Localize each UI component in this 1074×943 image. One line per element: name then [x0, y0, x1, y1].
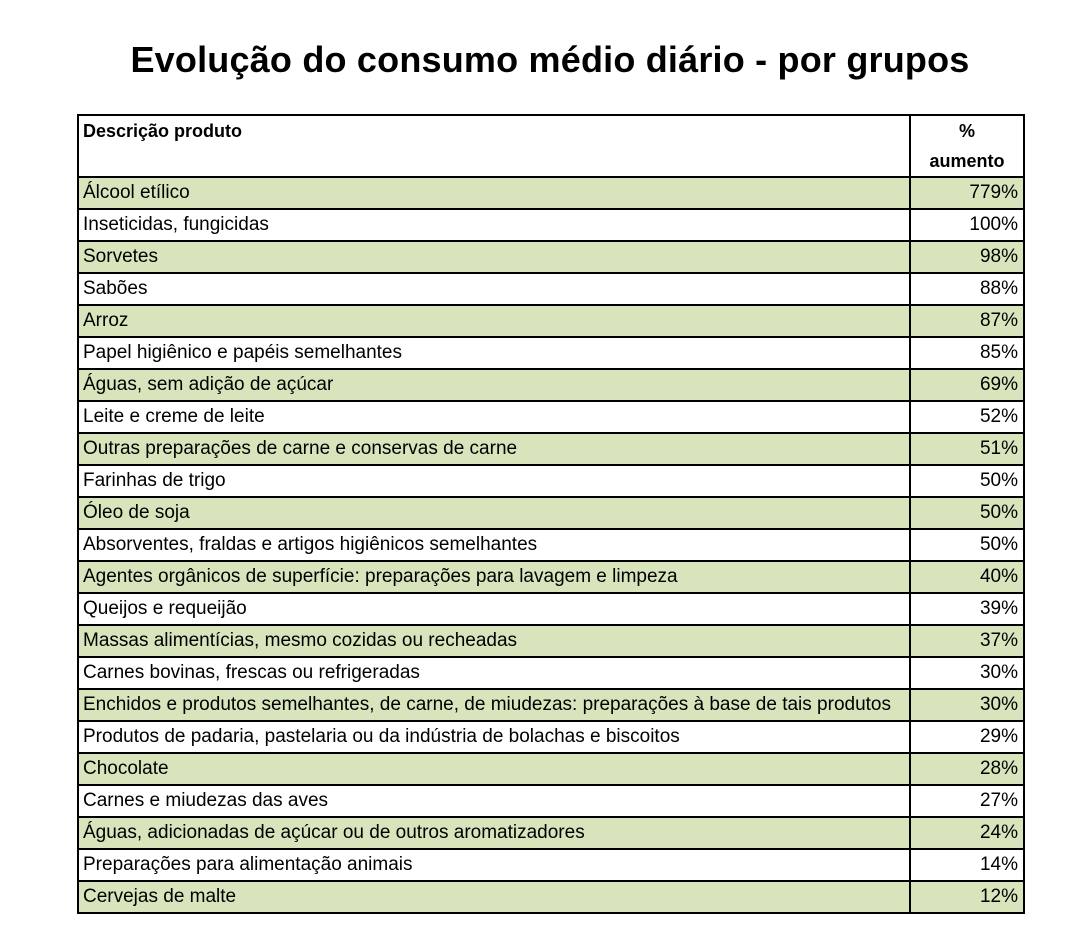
product-cell: Leite e creme de leite [78, 401, 910, 433]
table-row [78, 785, 1024, 817]
header-pct [910, 115, 1024, 177]
pct-cell: 52% [910, 401, 1024, 433]
product-cell: Álcool etílico [78, 177, 910, 209]
product-cell: Preparações para alimentação animais [78, 849, 910, 881]
page-title: Evolução do consumo médio diário - por grupos [130, 39, 970, 80]
product-cell: Arroz [78, 305, 910, 337]
table-row [78, 497, 1024, 529]
pct-cell: 87% [910, 305, 1024, 337]
pct-cell: 51% [910, 433, 1024, 465]
product-cell: Cervejas de malte [78, 881, 910, 913]
table-row [78, 433, 1024, 465]
product-cell: Farinhas de trigo [78, 465, 910, 497]
table-row [78, 369, 1024, 401]
table-row [78, 401, 1024, 433]
pct-cell: 27% [910, 785, 1024, 817]
product-cell: Inseticidas, fungicidas [78, 209, 910, 241]
table-row [78, 273, 1024, 305]
pct-cell: 85% [910, 337, 1024, 369]
pct-cell: 12% [910, 881, 1024, 913]
table-row [78, 881, 1024, 913]
header-product: Descrição produto [78, 115, 910, 177]
product-cell: Carnes e miudezas das aves [78, 785, 910, 817]
product-cell: Massas alimentícias, mesmo cozidas ou recheadas [78, 625, 910, 657]
pct-cell: 28% [910, 753, 1024, 785]
product-cell: Enchidos e produtos semelhantes, de carne, de miudezas: preparações à base de tais produtos [78, 689, 910, 721]
product-cell: Produtos de padaria, pastelaria ou da indústria de bolachas e biscoitos [78, 721, 910, 753]
product-cell: Queijos e requeijão [78, 593, 910, 625]
pct-cell: 50% [910, 529, 1024, 561]
pct-cell: 37% [910, 625, 1024, 657]
table-row [78, 241, 1024, 273]
header-pct-line1: % [958, 121, 975, 141]
table-row [78, 561, 1024, 593]
product-cell: Carnes bovinas, frescas ou refrigeradas [78, 657, 910, 689]
table-row [78, 625, 1024, 657]
pct-cell: 39% [910, 593, 1024, 625]
table-row [78, 177, 1024, 209]
product-cell: Óleo de soja [78, 497, 910, 529]
pct-cell: 14% [910, 849, 1024, 881]
product-cell: Águas, sem adição de açúcar [78, 369, 910, 401]
pct-cell: 98% [910, 241, 1024, 273]
table-row [78, 209, 1024, 241]
pct-cell: 100% [910, 209, 1024, 241]
product-cell: Chocolate [78, 753, 910, 785]
header-pct-line2: aumento [929, 151, 1005, 171]
table-row [78, 657, 1024, 689]
product-cell: Outras preparações de carne e conservas de carne [78, 433, 910, 465]
product-cell: Agentes orgânicos de superfície: preparações para lavagem e limpeza [78, 561, 910, 593]
consumption-table [77, 114, 1025, 914]
table-row [78, 337, 1024, 369]
table-row [78, 817, 1024, 849]
product-cell: Sabões [78, 273, 910, 305]
pct-cell: 30% [910, 689, 1024, 721]
table-body [78, 177, 1024, 913]
pct-cell: 50% [910, 497, 1024, 529]
table-row [78, 305, 1024, 337]
pct-cell: 30% [910, 657, 1024, 689]
pct-cell: 88% [910, 273, 1024, 305]
table-row [78, 849, 1024, 881]
product-cell: Sorvetes [78, 241, 910, 273]
pct-cell: 69% [910, 369, 1024, 401]
table-row [78, 753, 1024, 785]
pct-cell: 24% [910, 817, 1024, 849]
pct-cell: 40% [910, 561, 1024, 593]
table-row [78, 529, 1024, 561]
pct-cell: 50% [910, 465, 1024, 497]
pct-cell: 29% [910, 721, 1024, 753]
pct-cell: 779% [910, 177, 1024, 209]
product-cell: Absorventes, fraldas e artigos higiênicos semelhantes [78, 529, 910, 561]
table-header-row [78, 115, 1024, 177]
table-row [78, 689, 1024, 721]
product-cell: Águas, adicionadas de açúcar ou de outros aromatizadores [78, 817, 910, 849]
table-row [78, 593, 1024, 625]
table-row [78, 465, 1024, 497]
product-cell: Papel higiênico e papéis semelhantes [78, 337, 910, 369]
table-row [78, 721, 1024, 753]
